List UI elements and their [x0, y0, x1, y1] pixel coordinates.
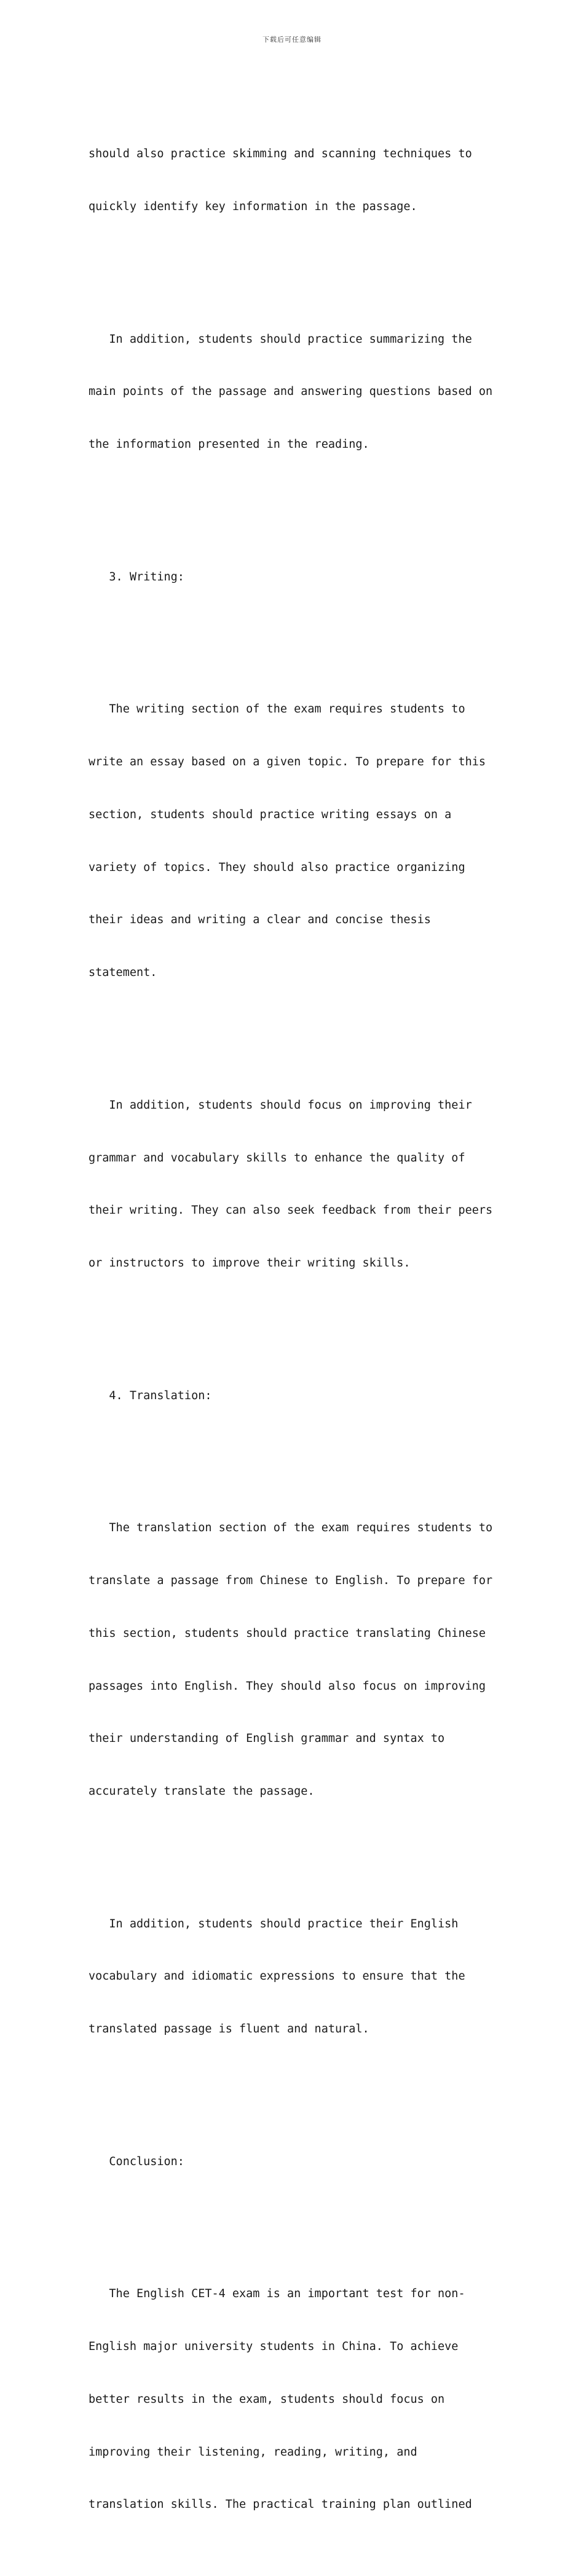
text-line: translation skills. The practical training plan outlined	[89, 2498, 472, 2512]
text-line: In addition, students should practice summarizing the	[89, 332, 472, 346]
text-line: translate a passage from Chinese to English. To prepare for	[89, 1574, 493, 1588]
text-line: In addition, students should focus on improving their	[89, 1098, 472, 1112]
text-line: Conclusion:	[89, 2155, 184, 2168]
text-line: quickly identify key information in the passage.	[89, 200, 417, 214]
paragraph	[89, 1881, 507, 2074]
text-line: accurately translate the passage.	[89, 1785, 315, 1798]
paragraph	[89, 296, 507, 490]
text-line: 4. Translation:	[89, 1389, 212, 1402]
text-line: their ideas and writing a clear and concise thesis	[89, 913, 431, 927]
text-line: this section, students should practice translating Chinese	[89, 1626, 486, 1640]
page-header: 下载后可任意编辑	[262, 36, 322, 44]
paragraph	[89, 111, 507, 251]
text-line: English major university students in China. To achieve	[89, 2340, 459, 2354]
text-line: better results in the exam, students should focus on	[89, 2392, 445, 2406]
section-heading-conclusion	[89, 2118, 507, 2206]
document-body	[89, 76, 507, 2576]
text-line: variety of topics. They should also practice organizing	[89, 861, 465, 874]
text-line: their understanding of English grammar and syntax to	[89, 1732, 445, 1746]
text-line: 3. Writing:	[89, 570, 184, 584]
text-line: The English CET-4 exam is an important test for non-	[89, 2287, 465, 2301]
paragraph	[89, 1485, 507, 1836]
section-heading-writing	[89, 534, 507, 622]
text-line: grammar and vocabulary skills to enhance the quality of	[89, 1151, 465, 1165]
text-line: passages into English. They should also focus on improving	[89, 1679, 486, 1693]
text-line: The translation section of the exam requires students to	[89, 1521, 493, 1535]
text-line: vocabulary and idiomatic expressions to ensure that the	[89, 1970, 465, 1983]
paragraph	[89, 666, 507, 1017]
paragraph	[89, 2250, 507, 2549]
text-line: their writing. They can also seek feedback from their peers	[89, 1204, 493, 1217]
text-line: the information presented in the reading.	[89, 438, 369, 451]
section-heading-translation	[89, 1352, 507, 1440]
text-line: main points of the passage and answering questions based on	[89, 385, 493, 399]
text-line: or instructors to improve their writing skills.	[89, 1257, 411, 1270]
text-line: translated passage is fluent and natural.	[89, 2023, 369, 2036]
text-line: improving their listening, reading, writing, and	[89, 2445, 417, 2459]
text-line: In addition, students should practice their English	[89, 1917, 459, 1930]
text-line: The writing section of the exam requires students to	[89, 703, 465, 716]
text-line: statement.	[89, 966, 157, 980]
text-line: write an essay based on a given topic. To prepare for this	[89, 755, 486, 769]
text-line: section, students should practice writing essays on a	[89, 808, 452, 821]
paragraph	[89, 1062, 507, 1308]
text-line: should also practice skimming and scanning techniques to	[89, 147, 472, 161]
